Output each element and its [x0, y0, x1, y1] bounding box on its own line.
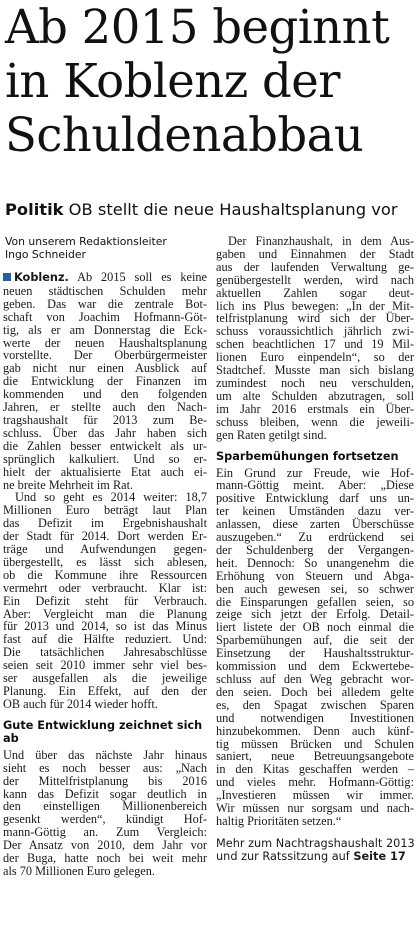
- paragraph-line: als 70 Millionen Euro gelegen.: [3, 863, 155, 878]
- paragraph-line: die Zahlen besser entwickelt als ur-: [3, 438, 207, 453]
- subheading-gute-entwicklung: Gute Entwicklung zeichnet sich ab: [3, 718, 203, 745]
- paragraph-line: gesenkt werden“, kündigt Hof-: [3, 812, 207, 827]
- paragraph-line: saniert, neue Betreuungsangebote: [216, 749, 414, 764]
- paragraph-line: es, den Spagat zwischen Sparen: [216, 697, 414, 712]
- paragraph-line: und notwendigen Investitionen: [216, 710, 414, 725]
- paragraph-line: lich ins Plus bewegen: „In der Mit-: [216, 298, 414, 313]
- paragraph-line: Und über das nächste Jahr hinaus: [3, 747, 207, 762]
- paragraph-line: sprünglich kalkuliert. Und so er-: [3, 451, 207, 466]
- paragraph-line: ne breite Mehrheit im Rat.: [3, 477, 134, 492]
- paragraph-line: schen beachtlichen 17 und 19 Mil-: [216, 337, 414, 352]
- paragraph-line: tragshaushalt für 2013 zum Be-: [3, 412, 207, 427]
- paragraph-line: kommenden und den folgenden: [3, 387, 207, 402]
- paragraph-line: geben. Das war die zentrale Bot-: [3, 296, 207, 311]
- paragraph-line: Stadtchef. Musste man sich bislang: [216, 363, 414, 378]
- paragraph-line: tig müssen Brücken und Schulen: [216, 736, 414, 751]
- paragraph-line: ben auch gewesen sei, so schwer: [216, 581, 414, 596]
- paragraph-line: die Einsparungen gefallen seien, so: [216, 594, 414, 609]
- reference-note-line-2: und zur Ratssitzung auf Seite 17: [216, 850, 406, 864]
- reference-note-line-1: Mehr zum Nachtragshaushalt 2013: [216, 836, 415, 850]
- paragraph-line: träge und Aufwendungen gegen-: [3, 542, 207, 557]
- paragraph-line: Die tatsächlichen Jahresabschlüsse: [3, 645, 207, 660]
- paragraph-line: Planung. Ein Effekt, auf den der: [3, 684, 207, 698]
- paragraph-line: Und so geht es 2014 weiter: 18,7: [15, 490, 207, 505]
- paragraph-line: Ein Defizit steht für Verbrauch.: [3, 593, 207, 608]
- dateline-location: Koblenz.: [14, 271, 69, 284]
- article-column-right: [216, 235, 414, 864]
- paragraph-line: für 2013 und 2014, so ist das Minus: [3, 619, 207, 634]
- paragraph-line: werte der neuen Haushaltsplanung: [3, 335, 207, 350]
- paragraph-line: haltig Prioritäten setzen.“: [216, 813, 342, 828]
- paragraph-line: Millionen Euro beträgt laut Plan: [3, 503, 207, 518]
- paragraph-line: der Mittelfristplanung bis 2016: [3, 773, 207, 788]
- paragraph-line: auszugeben.“ Zu erdrückend sei: [216, 530, 414, 545]
- paragraph-line: ser ausgefallen als die jeweilige: [3, 671, 207, 686]
- paragraph-5: [216, 467, 414, 828]
- paragraph-line: hielt der aktualisierte Etat auch ei-: [3, 464, 207, 479]
- paragraph-line: schaft von Joachim Hofmann-Göt-: [3, 309, 207, 324]
- paragraph-line: um alte Schulden abzutragen, soll: [216, 388, 414, 403]
- paragraph-line: übergestellt, es lässt sich ablesen,: [3, 554, 207, 569]
- paragraph-line: mann-Göttig meint. Aber: „Diese: [216, 478, 414, 493]
- paragraph-line: heit. Dennoch: So unangenehm die: [216, 555, 414, 570]
- paragraph-line: vermehrt oder verbraucht. Klar ist:: [3, 580, 207, 595]
- paragraph-line: neuen städtischen Schulden mehr: [3, 283, 207, 298]
- headline-line-3: Schuldenabbau: [5, 108, 364, 162]
- paragraph-line: die Entwicklung der Finanzen im: [3, 374, 207, 389]
- byline: [5, 235, 215, 261]
- paragraph-line: gaben und Einnahmen der Stadt: [216, 246, 414, 261]
- paragraph-line: schuss voraussichtlich jährlich zwi-: [216, 324, 414, 339]
- article-column-left: [3, 271, 207, 878]
- headline-line-1: Ab 2015 beginnt: [5, 0, 390, 54]
- paragraph-2: [3, 491, 207, 710]
- paragraph-line: Koblenz. Ab 2015 soll es keine: [3, 271, 207, 285]
- paragraph-line: Sparbemühungen auf, die seit der: [216, 633, 414, 648]
- paragraph-line: ter keinen Umständen dazu ver-: [216, 504, 414, 519]
- paragraph-line: kann das Defizit sogar deutlich in: [3, 786, 207, 801]
- paragraph-line: fast auf die Hälfte reduziert. Und:: [3, 632, 207, 647]
- paragraph-line: Wir müssen nur sorgsam und nach-: [216, 801, 414, 816]
- headline: [5, 0, 411, 162]
- paragraph-line: schluss. Über das Jahr haben sich: [3, 425, 207, 440]
- paragraph-line: aktuellen Zahlen sogar deut-: [216, 285, 414, 300]
- paragraph-line: mann-Göttig an. Zum Vergleich:: [3, 825, 207, 840]
- subhead: [5, 199, 411, 221]
- paragraph-line: kommission und dem Eckwertebe-: [216, 659, 414, 674]
- paragraph-line: das Defizit im Ergebnishaushalt: [3, 516, 207, 531]
- paragraph-line: aus der laufenden Verwaltung ge-: [216, 259, 414, 274]
- paragraph-line: zeige sich jetzt der Erfolg. Detail-: [216, 607, 414, 622]
- paragraph-line: schluss auf den Weg gebracht wor-: [216, 672, 414, 686]
- paragraph-line: genübergestellt werden, wird nach: [216, 272, 414, 287]
- paragraph-line: OB auch für 2014 wieder hofft.: [3, 696, 158, 711]
- paragraph-line: liert listete der OB noch einmal die: [216, 620, 414, 635]
- paragraph-line: Der Ansatz von 2010, dem Jahr vor: [3, 838, 207, 853]
- paragraph-line: tig, als er am Donnerstag die Eck-: [3, 322, 207, 337]
- paragraph-line: Ein Grund zur Freude, wie Hof-: [216, 465, 414, 480]
- paragraph-line: vorstellte. Der Oberbürgermeister: [3, 348, 207, 363]
- paragraph-line: lionen Euro einpendeln“, so der: [216, 350, 414, 365]
- paragraph-line: gen Raten getilgt sind.: [216, 427, 327, 442]
- paragraph-line: hinzubekommen. Denn auch künf-: [216, 723, 414, 738]
- paragraph-line: im Jahr 2016 erstmals ein Über-: [216, 401, 414, 416]
- paragraph-3: [3, 749, 207, 878]
- paragraph-line: anlassen, diese zarten Überschüsse: [216, 517, 414, 532]
- paragraph-1: [3, 271, 207, 491]
- byline-role: Von unserem Redaktionsleiter: [5, 235, 167, 248]
- paragraph-line: ob die Kommune ihre Ressourcen: [3, 567, 207, 582]
- location-marker-icon: [3, 273, 11, 281]
- subhead-text: OB stellt die neue Haushaltsplanung vor: [68, 200, 398, 219]
- paragraph-line: der Buga, hatte noch bei weit mehr: [3, 851, 207, 866]
- section-kicker: Politik: [5, 200, 64, 219]
- paragraph-line: Aber: Vergleicht man die Planung: [3, 606, 207, 621]
- paragraph-line: der Schuldenberg der Vergangen-: [216, 542, 414, 557]
- byline-author: Ingo Schneider: [5, 248, 86, 261]
- paragraph-line: Erhöhung von Steuern und Abga-: [216, 568, 414, 583]
- paragraph-line: den seien. Doch bei alledem gelte: [216, 684, 414, 699]
- paragraph-line: den einstelligen Millionenbereich: [3, 799, 207, 814]
- paragraph-line: „Investieren müssen wir immer.: [216, 788, 414, 803]
- paragraph-line: Jahren, er stellte auch den Nach-: [3, 400, 207, 415]
- paragraph-line: seien seit 2010 immer sehr viel bes-: [3, 658, 207, 673]
- paragraph-4: [216, 235, 414, 442]
- paragraph-line: Einsetzung der Haushaltsstruktur-: [216, 646, 414, 661]
- paragraph-line: und vieles mehr. Hofmann-Göttig:: [216, 775, 414, 790]
- paragraph-line: zumindest noch neu verschulden,: [216, 375, 414, 390]
- paragraph-line: schuss bleiben, wenn die jeweili-: [216, 414, 414, 429]
- headline-line-2: in Koblenz der: [5, 54, 340, 108]
- subheading-sparbemuehungen: Sparbemühungen fortsetzen: [216, 449, 399, 463]
- paragraph-line: sieht es noch besser aus: „Nach: [3, 760, 207, 775]
- paragraph-line: Der Finanzhaushalt, in dem Aus-: [228, 234, 414, 248]
- paragraph-line: positive Entwicklung darf uns un-: [216, 491, 414, 506]
- paragraph-line: in den Kitas geschaffen werden –: [216, 762, 414, 777]
- page-reference[interactable]: Seite 17: [353, 850, 406, 864]
- paragraph-line: der Stadt für 2014. Dort werden Er-: [3, 529, 207, 544]
- paragraph-line: telfristplanung wird sich der Über-: [216, 311, 414, 326]
- paragraph-line: gab nicht nur einen Ausblick auf: [3, 361, 207, 376]
